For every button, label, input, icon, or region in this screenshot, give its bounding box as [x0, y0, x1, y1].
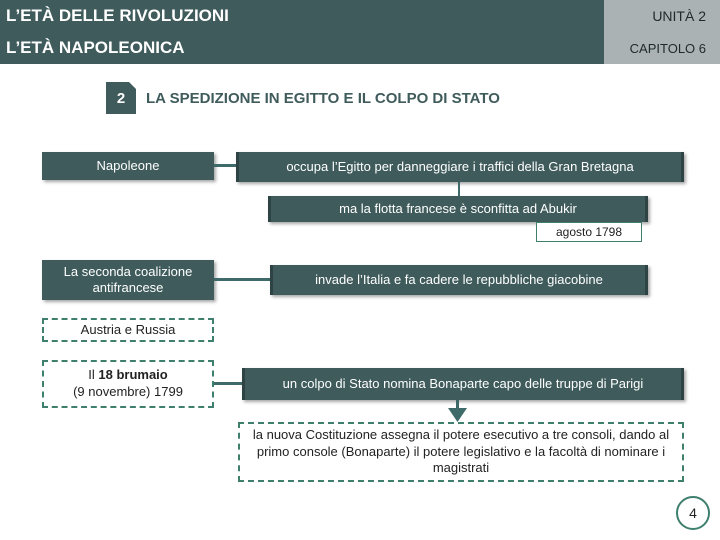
arrow-down-icon	[448, 408, 467, 422]
node-brumaio	[42, 360, 214, 408]
brumaio-line1	[88, 367, 167, 384]
header-title-bottom-text: L’ETÀ NAPOLEONICA	[6, 38, 185, 57]
node-egitto	[236, 152, 684, 182]
connector-coalizione-italia	[214, 278, 270, 281]
brumaio-bold: 18 brumaio	[98, 367, 168, 383]
unit-label-text: UNITÀ 2	[652, 8, 706, 24]
node-italia	[270, 265, 648, 295]
section-title-text: LA SPEDIZIONE IN EGITTO E IL COLPO DI STATO	[146, 89, 500, 107]
header-title-top	[0, 0, 604, 32]
node-italia-text: invade l’Italia e fa cadere le repubbliche giacobine	[315, 272, 603, 288]
brumaio-date: (9 novembre) 1799	[73, 384, 183, 399]
chapter-label	[604, 32, 720, 64]
node-coalizione-text: La seconda coalizione antifrancese	[63, 264, 193, 295]
node-costituzione-text: la nuova Costituzione assegna il potere esecutivo a tre consoli, dando al primo console (Bonaparte) il potere legislativo e la facoltà di nominare i magistrati	[252, 426, 670, 476]
node-abukir	[268, 196, 648, 222]
page-number	[676, 496, 710, 530]
node-colpo-di-stato	[242, 368, 684, 400]
chapter-label-text: CAPITOLO 6	[629, 40, 706, 56]
node-colpo-di-stato-text: un colpo di Stato nomina Bonaparte capo delle truppe di Parigi	[282, 376, 644, 392]
node-costituzione	[238, 422, 684, 482]
node-napoleone	[42, 152, 214, 180]
badge-fold-corner	[129, 82, 136, 89]
node-egitto-text: occupa l’Egitto per danneggiare i traffici della Gran Bretagna	[286, 159, 634, 175]
date-agosto-text: agosto 1798	[555, 225, 623, 239]
node-austria-russia	[42, 318, 214, 342]
date-agosto	[536, 222, 642, 242]
brumaio-prefix: Il	[88, 367, 99, 383]
section-title	[146, 84, 666, 112]
page-number-text: 4	[689, 505, 697, 521]
node-coalizione	[42, 260, 214, 300]
header-title-top-text: L’ETÀ DELLE RIVOLUZIONI	[6, 6, 229, 25]
unit-label	[604, 0, 720, 32]
node-napoleone-text: Napoleone	[96, 158, 160, 174]
connector-brumaio-colpo	[214, 382, 242, 385]
connector-napoleone-egitto	[214, 164, 236, 167]
header-title-bottom	[0, 32, 604, 64]
node-abukir-text: ma la flotta francese è sconfitta ad Abukir	[339, 201, 577, 217]
node-austria-russia-text: Austria e Russia	[80, 321, 176, 337]
section-number: 2	[116, 89, 126, 107]
connector-egitto-abukir	[458, 182, 460, 196]
